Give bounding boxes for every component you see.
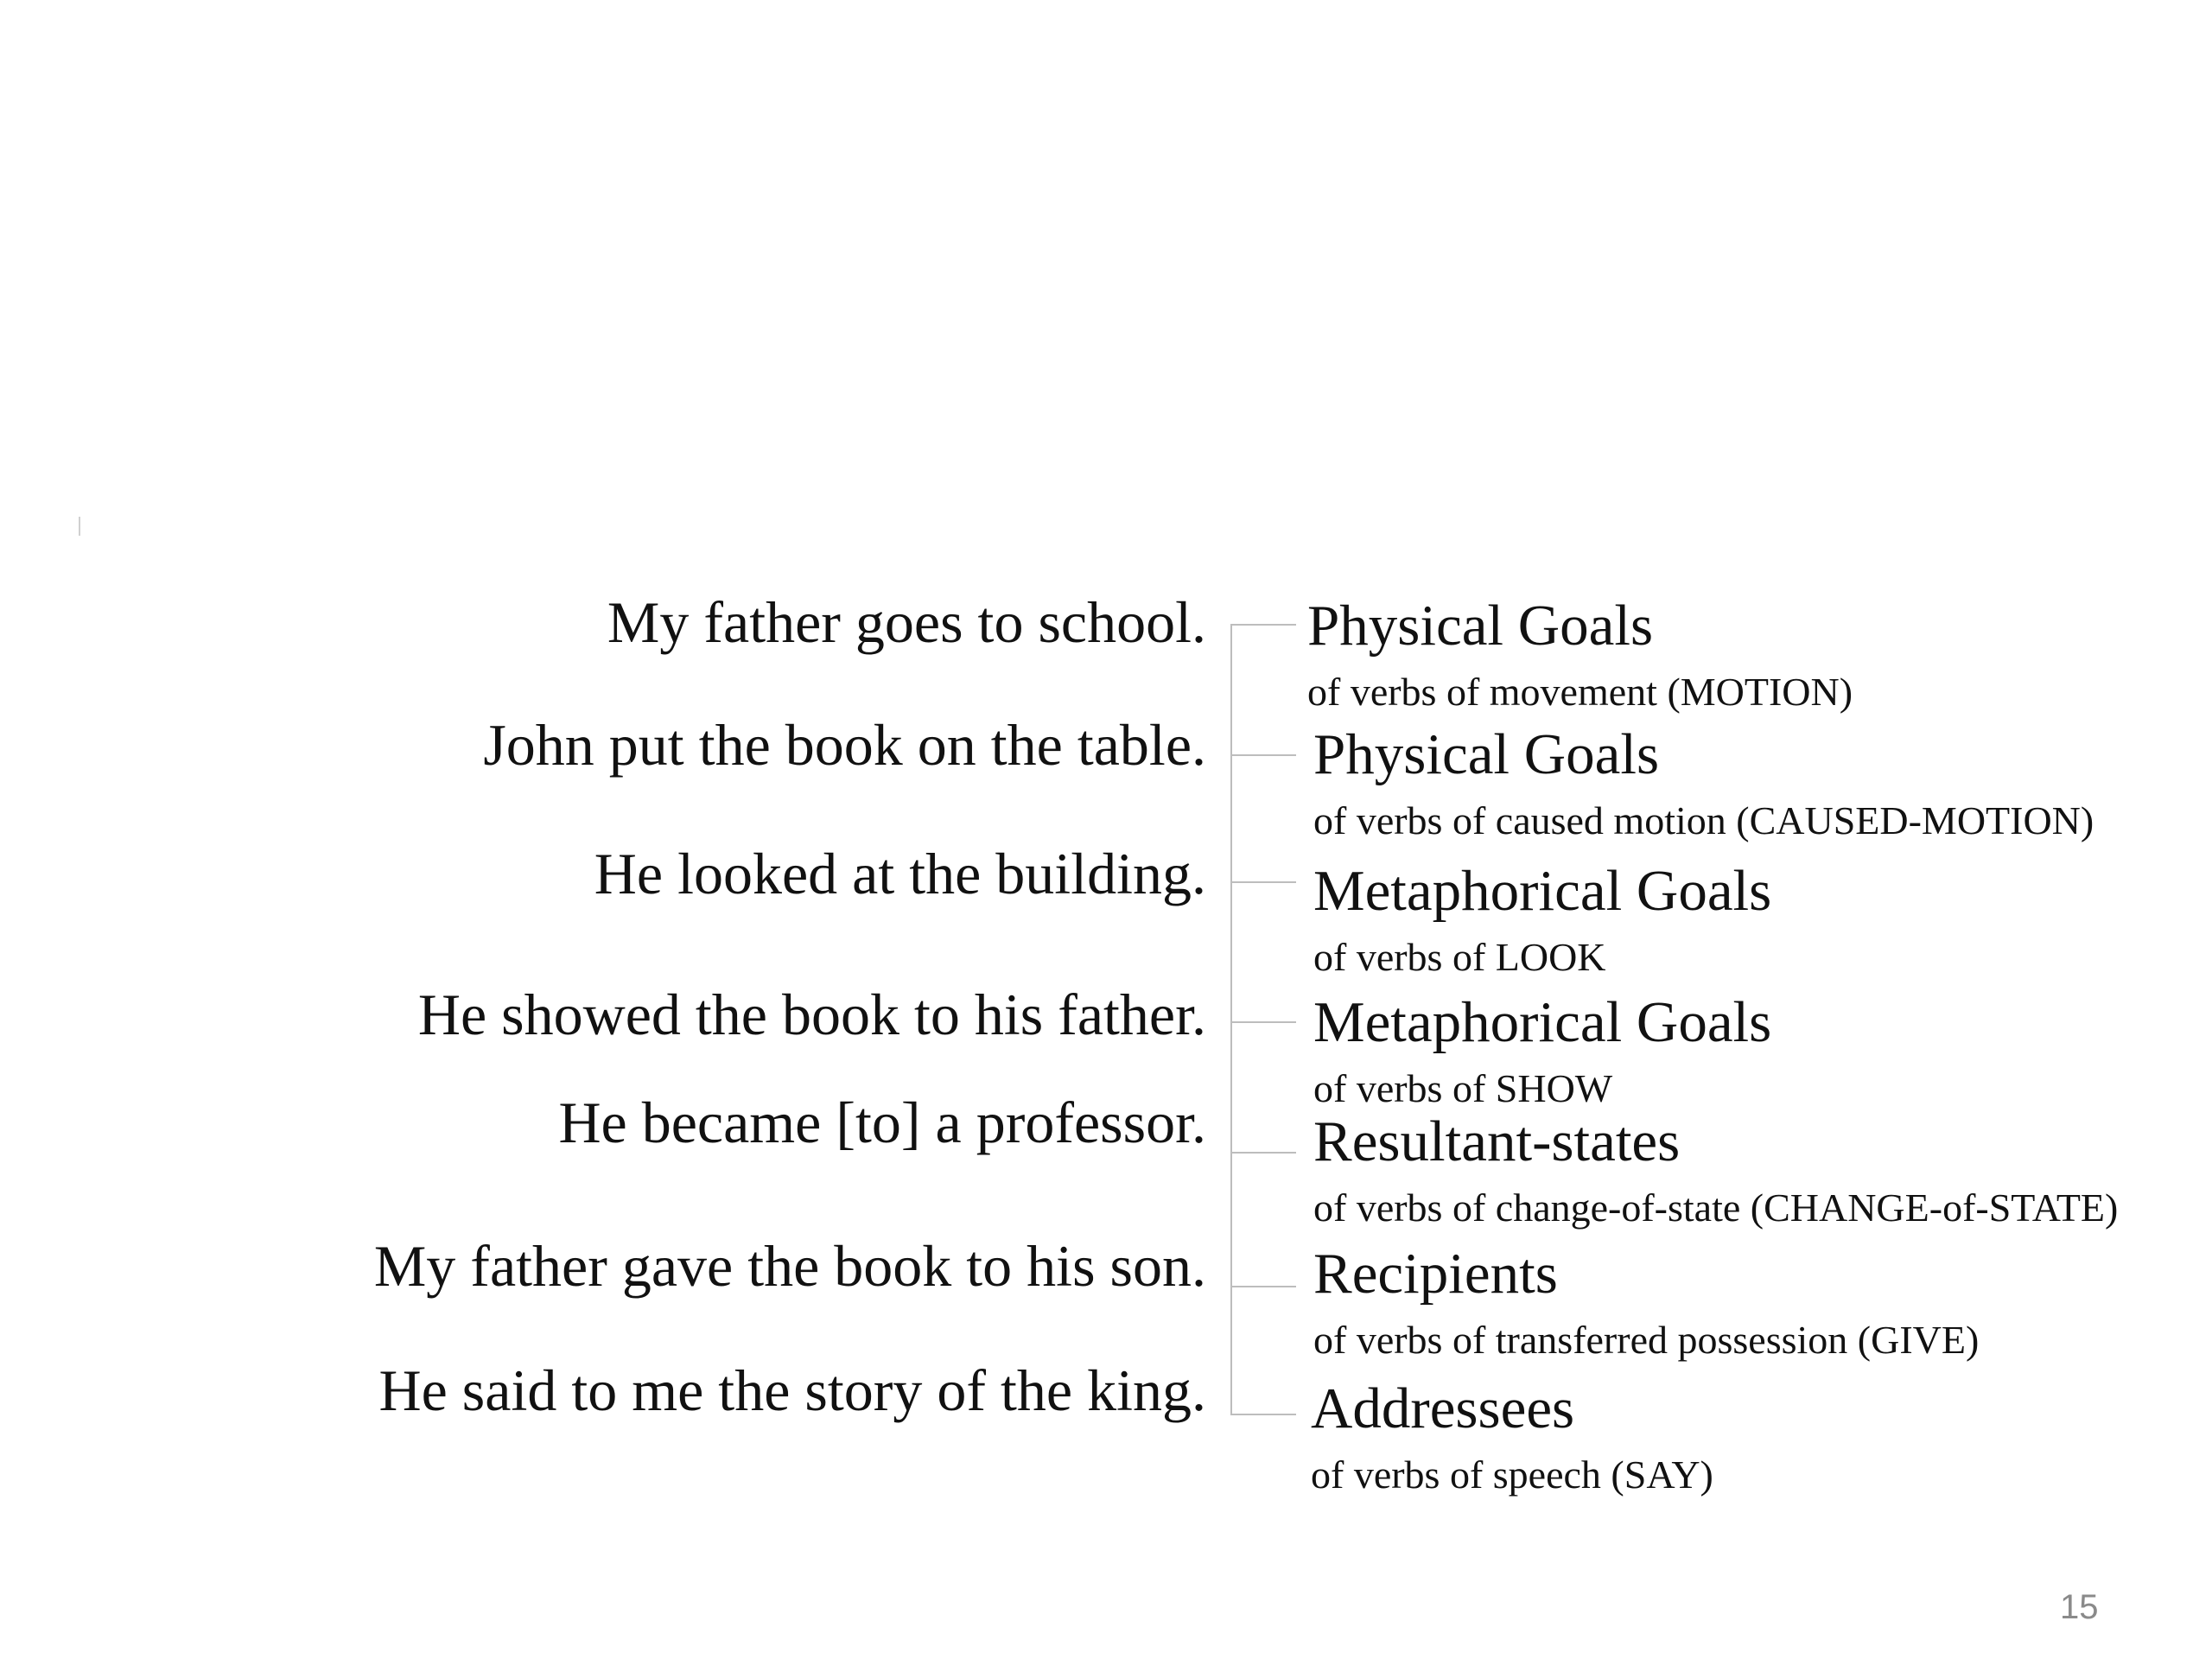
label-subtitle: of verbs of LOOK — [1313, 935, 1606, 979]
bracket-connector — [1230, 624, 1232, 1415]
bracket-tick — [1230, 1286, 1296, 1287]
label-subtitle: of verbs of caused motion (CAUSED-MOTION) — [1313, 798, 2094, 842]
bracket-tick — [1230, 1414, 1296, 1415]
sentence-show: He showed the book to his father. — [417, 982, 1206, 1047]
label-title: Addressees — [1311, 1376, 1575, 1440]
bracket-tick — [1230, 754, 1296, 756]
stray-mark — [79, 517, 80, 536]
bracket-tick — [1230, 624, 1296, 626]
label-title: Metaphorical Goals — [1313, 859, 1772, 923]
label-title: Physical Goals — [1307, 594, 1654, 658]
label-subtitle: of verbs of transferred possession (GIVE) — [1313, 1318, 1980, 1362]
bracket-tick — [1230, 881, 1296, 883]
sentence-give: My father gave the book to his son. — [373, 1233, 1206, 1299]
label-title: Recipients — [1313, 1242, 1558, 1306]
label-title: Metaphorical Goals — [1313, 990, 1772, 1054]
label-subtitle: of verbs of movement (MOTION) — [1307, 670, 1853, 714]
label-say — [1311, 1376, 1713, 1497]
sentence-motion: My father goes to school. — [607, 589, 1206, 655]
bracket-tick — [1230, 1152, 1296, 1154]
label-caused-motion — [1313, 722, 2094, 842]
label-subtitle: of verbs of change-of-state (CHANGE-of-STATE) — [1313, 1185, 2119, 1230]
label-look — [1313, 859, 1772, 979]
bracket-tick — [1230, 1021, 1296, 1023]
sentence-look: He looked at the building. — [594, 841, 1206, 906]
label-title: Physical Goals — [1313, 722, 1660, 786]
label-change-of-state — [1313, 1109, 2119, 1230]
label-give — [1313, 1242, 1980, 1362]
sentence-say: He said to me the story of the king. — [378, 1357, 1206, 1423]
label-show — [1313, 990, 1772, 1110]
label-motion — [1307, 594, 1853, 714]
sentence-caused-motion: John put the book on the table. — [483, 712, 1206, 778]
label-subtitle: of verbs of SHOW — [1313, 1066, 1613, 1110]
sentence-change-of-state: He became [to] a professor. — [558, 1090, 1206, 1155]
label-title: Resultant-states — [1313, 1109, 1681, 1173]
page-number: 15 — [2060, 1588, 2099, 1626]
label-subtitle: of verbs of speech (SAY) — [1311, 1452, 1713, 1497]
